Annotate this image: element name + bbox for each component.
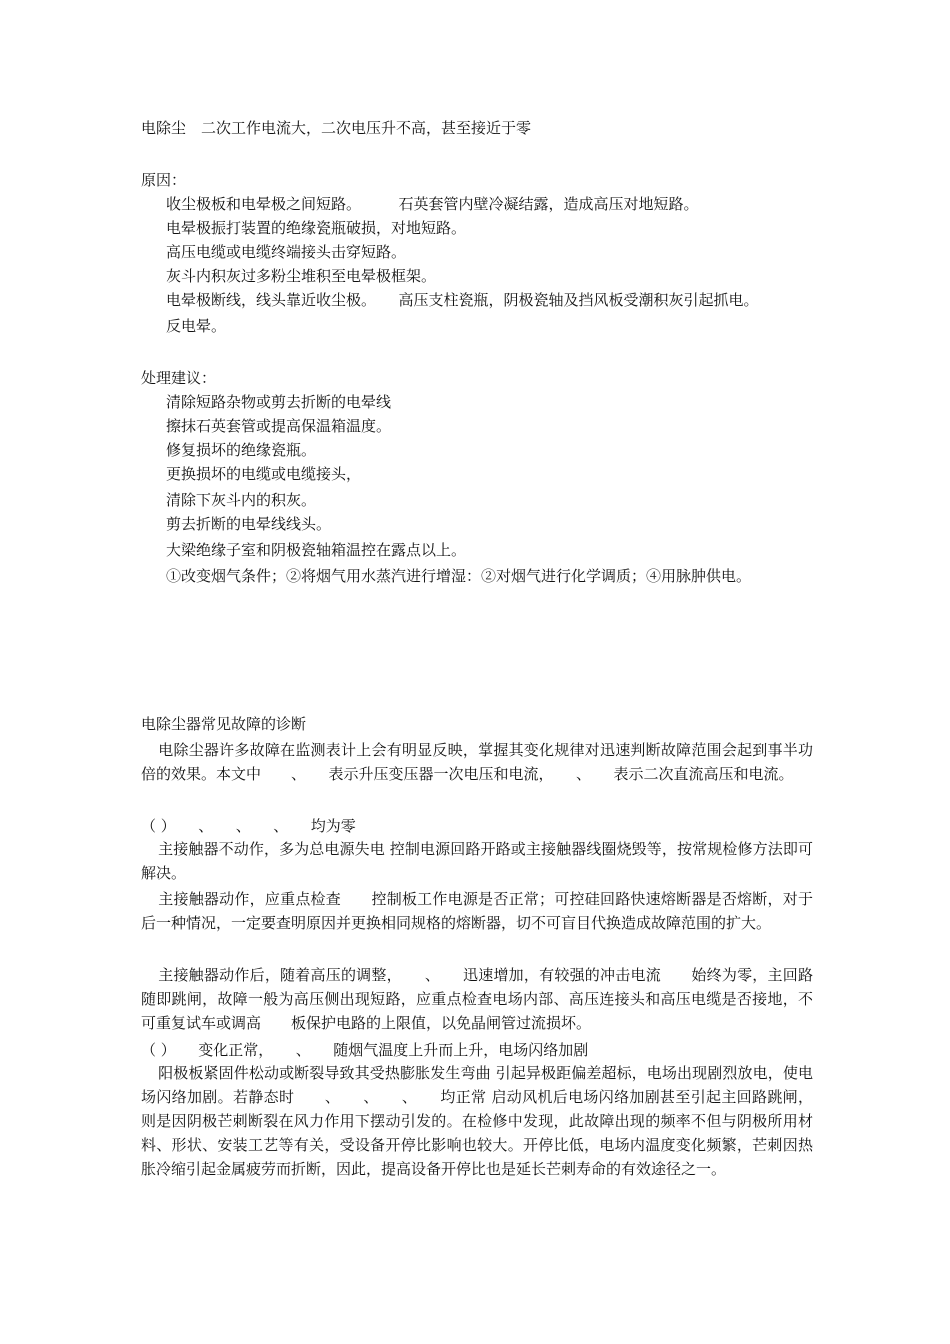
- cause-item: 电晕极振打装置的绝缘瓷瓶破损，对地短路。: [166, 219, 467, 237]
- advice-item: 更换损坏的电缆或电缆接头，: [166, 465, 362, 483]
- case2-text-1: 阳极板紧固件松动或断裂导致其受热膨胀发生弯曲 引起异极距偏差超标，电场出现剧烈放电，使电场闪络加剧。若静态时 、 、 、 均正常 启动风机后电场闪络加剧甚至引起主回路跳闸，则是因阴极芒刺断裂在风力作用下摆动引发的。在检修中发现，此故障出现的频率不但与阴极所用材料、形状、安装工艺等有关，受设备开停比影响也较大。开停比低，电场内温度变化频繁，芒刺因热胀冷缩引起金属疲劳而折断，因此，提高设备开停比也是延长芒刺寿命的有效途径之一。: [141, 1064, 813, 1178]
- case1-paragraph-2: [141, 887, 813, 935]
- case1-heading: （ ） 、 、 、 均为零: [141, 817, 356, 835]
- intro-text: 电除尘器许多故障在监测表计上会有明显反映，掌握其变化规律对迅速判断故障范围会起到事半功倍的效果。本文中 、 表示升压变压器一次电压和电流， 、 表示二次直流高压和电流。: [141, 741, 813, 783]
- case2-paragraph-1: [141, 1061, 813, 1181]
- advice-heading: 处理建议：: [141, 369, 217, 387]
- advice-item: 剪去折断的电晕线线头。: [166, 515, 332, 533]
- case1-paragraph-1: [141, 837, 813, 885]
- case1-paragraph-3: [141, 963, 813, 1035]
- cause-item: 反电晕。: [166, 317, 227, 335]
- section2-title: 电除尘器常见故障的诊断: [141, 715, 307, 733]
- advice-item: 清除短路杂物或剪去折断的电晕线: [166, 393, 392, 411]
- advice-item: 擦抹石英套管或提高保温箱温度。: [166, 417, 392, 435]
- advice-item: 清除下灰斗内的积灰。: [166, 491, 317, 509]
- case1-text-2: 主接触器动作，应重点检查 控制板工作电源是否正常；可控硅回路快速熔断器是否熔断，对于后一种情况，一定要查明原因并更换相同规格的熔断器，切不可盲目代换造成故障范围的扩大。: [141, 890, 813, 932]
- case1-text-3: 主接触器动作后，随着高压的调整， 、 迅速增加，有较强的冲击电流 始终为零，主回路随即跳闸，故障一般为高压侧出现短路，应重点检查电场内部、高压连接头和高压电缆是否接地，不可重复试车或调高 板保护电路的上限值，以免晶闸管过流损坏。: [141, 966, 813, 1032]
- intro-paragraph: [141, 738, 813, 786]
- advice-item: 修复损坏的绝缘瓷瓶。: [166, 441, 317, 459]
- case1-text-1: 主接触器不动作，多为总电源失电 控制电源回路开路或主接触器线圈烧毁等，按常规检修方法即可解决。: [141, 840, 813, 882]
- case2-heading: （ ） 变化正常， 、 随烟气温度上升而上升，电场闪络加剧: [141, 1041, 589, 1059]
- section1-title: 电除尘 二次工作电流大，二次电压升不高，甚至接近于零: [141, 119, 532, 137]
- cause-item: 灰斗内积灰过多粉尘堆积至电晕极框架。: [166, 267, 437, 285]
- cause-item: 收尘极板和电晕极之间短路。 石英套管内壁冷凝结露，造成高压对地短路。: [166, 195, 699, 213]
- cause-item: 电晕极断线，线头靠近收尘极。 高压支柱瓷瓶，阴极瓷轴及挡风板受潮积灰引起抓电。: [166, 291, 759, 309]
- advice-item: ①改变烟气条件；②将烟气用水蒸汽进行增湿：②对烟气进行化学调质；④用脉肿供电。: [166, 567, 752, 585]
- cause-item: 高压电缆或电缆终端接头击穿短路。: [166, 243, 407, 261]
- advice-item: 大梁绝缘子室和阴极瓷轴箱温控在露点以上。: [166, 541, 467, 559]
- causes-heading: 原因：: [141, 171, 187, 189]
